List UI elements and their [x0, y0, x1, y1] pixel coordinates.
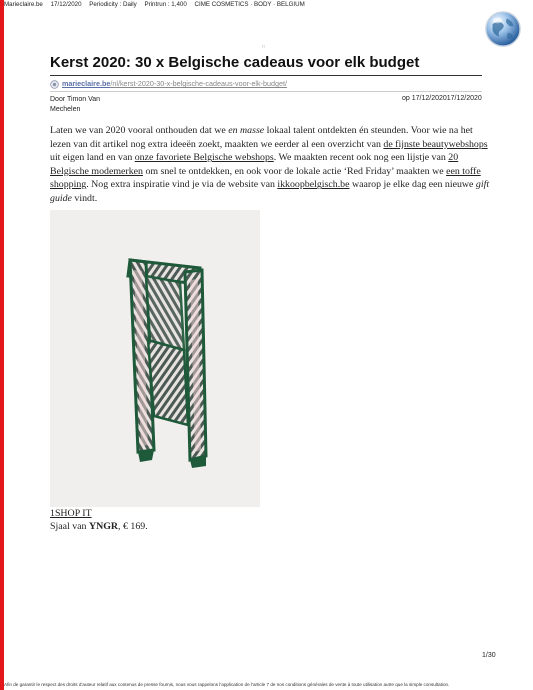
url-divider	[50, 91, 482, 92]
caption-brand: YNGR	[88, 521, 119, 532]
press-header	[4, 1, 311, 8]
url-path[interactable]: /nl/kerst-2020-30-x-belgische-cadeaus-voor-elk-budget/	[110, 79, 287, 88]
shop-it-link[interactable]: 1SHOP IT	[50, 508, 92, 519]
copyright-footer: Afin de garantir le respect des droits d’auteur relatif aux contenus de presse fournis, nous vous rappelons l’application de l’article 7 de nos conditions générales de vente à toute utilisation autre que la simple consultation.	[4, 682, 450, 687]
scarf-illustration	[50, 210, 260, 507]
publish-date: op 17/12/202017/12/2020	[402, 95, 482, 102]
body-text: waarop je elke dag een nieuwe	[349, 179, 476, 191]
link-ikkoopbelgisch[interactable]: ikkoopbelgisch.be	[277, 179, 350, 191]
author-name: Door Timon Van	[50, 96, 101, 103]
article-url[interactable]	[50, 79, 287, 89]
globe-icon	[484, 10, 522, 48]
url-host[interactable]: marieclaire.be	[62, 79, 111, 88]
link-belgische-webshops[interactable]: onze favoriete Belgische webshops	[134, 152, 274, 164]
body-text: lokaal talent ontdekten én steunden. Voor wie na het lezen van dit artikel nog extra ideeën zoekt, maakten we eerder al een overzicht van	[50, 125, 473, 150]
author-city: Mechelen	[50, 106, 81, 113]
link-beautywebshops[interactable]: de fijnste beautywebshops	[383, 138, 488, 150]
author-block	[50, 95, 100, 115]
title-divider	[50, 75, 482, 76]
body-text: om snel te ontdekken, en ook voor de lokale actie ‘Red Friday’ maakten we	[142, 165, 447, 177]
body-text: . We maakten recent ook nog een lijstje van	[273, 152, 449, 164]
article-title: Kerst 2020: 30 x Belgische cadeaus voor elk budget	[50, 54, 420, 71]
link-modemerken[interactable]: 20 Belgische modemerken	[50, 152, 459, 177]
left-accent-bar	[0, 0, 4, 690]
body-text: Laten we van 2020 vooral onthouden dat we	[50, 125, 229, 136]
link-toffe-shopping[interactable]: een toffe shopping	[50, 165, 481, 191]
body-text: vindt.	[71, 192, 98, 204]
body-text: . Nog extra inspiratie vind je via de website van	[86, 179, 278, 191]
page-number: 1/30	[482, 652, 496, 659]
header-periodicity: Periodicity : Daily	[89, 1, 137, 8]
header-printrun: Printrun : 1,400	[144, 1, 187, 8]
product-image-scarf	[50, 210, 260, 507]
product-caption	[50, 521, 148, 532]
body-text: uit eigen land en van	[50, 152, 135, 164]
caption-price: , € 169.	[118, 521, 148, 532]
header-source: Marieclaire.be	[4, 1, 43, 8]
header-category: CIME COSMETICS · BODY · BELGIUM	[194, 1, 305, 8]
body-emphasis: gift guide	[50, 179, 490, 204]
caption-text: Sjaal van	[50, 521, 89, 532]
header-date: 17/12/2020	[50, 1, 82, 8]
article-body	[50, 124, 490, 206]
separator-mark: □	[262, 44, 266, 50]
source-icon	[50, 80, 59, 89]
body-emphasis: en masse	[228, 125, 265, 136]
